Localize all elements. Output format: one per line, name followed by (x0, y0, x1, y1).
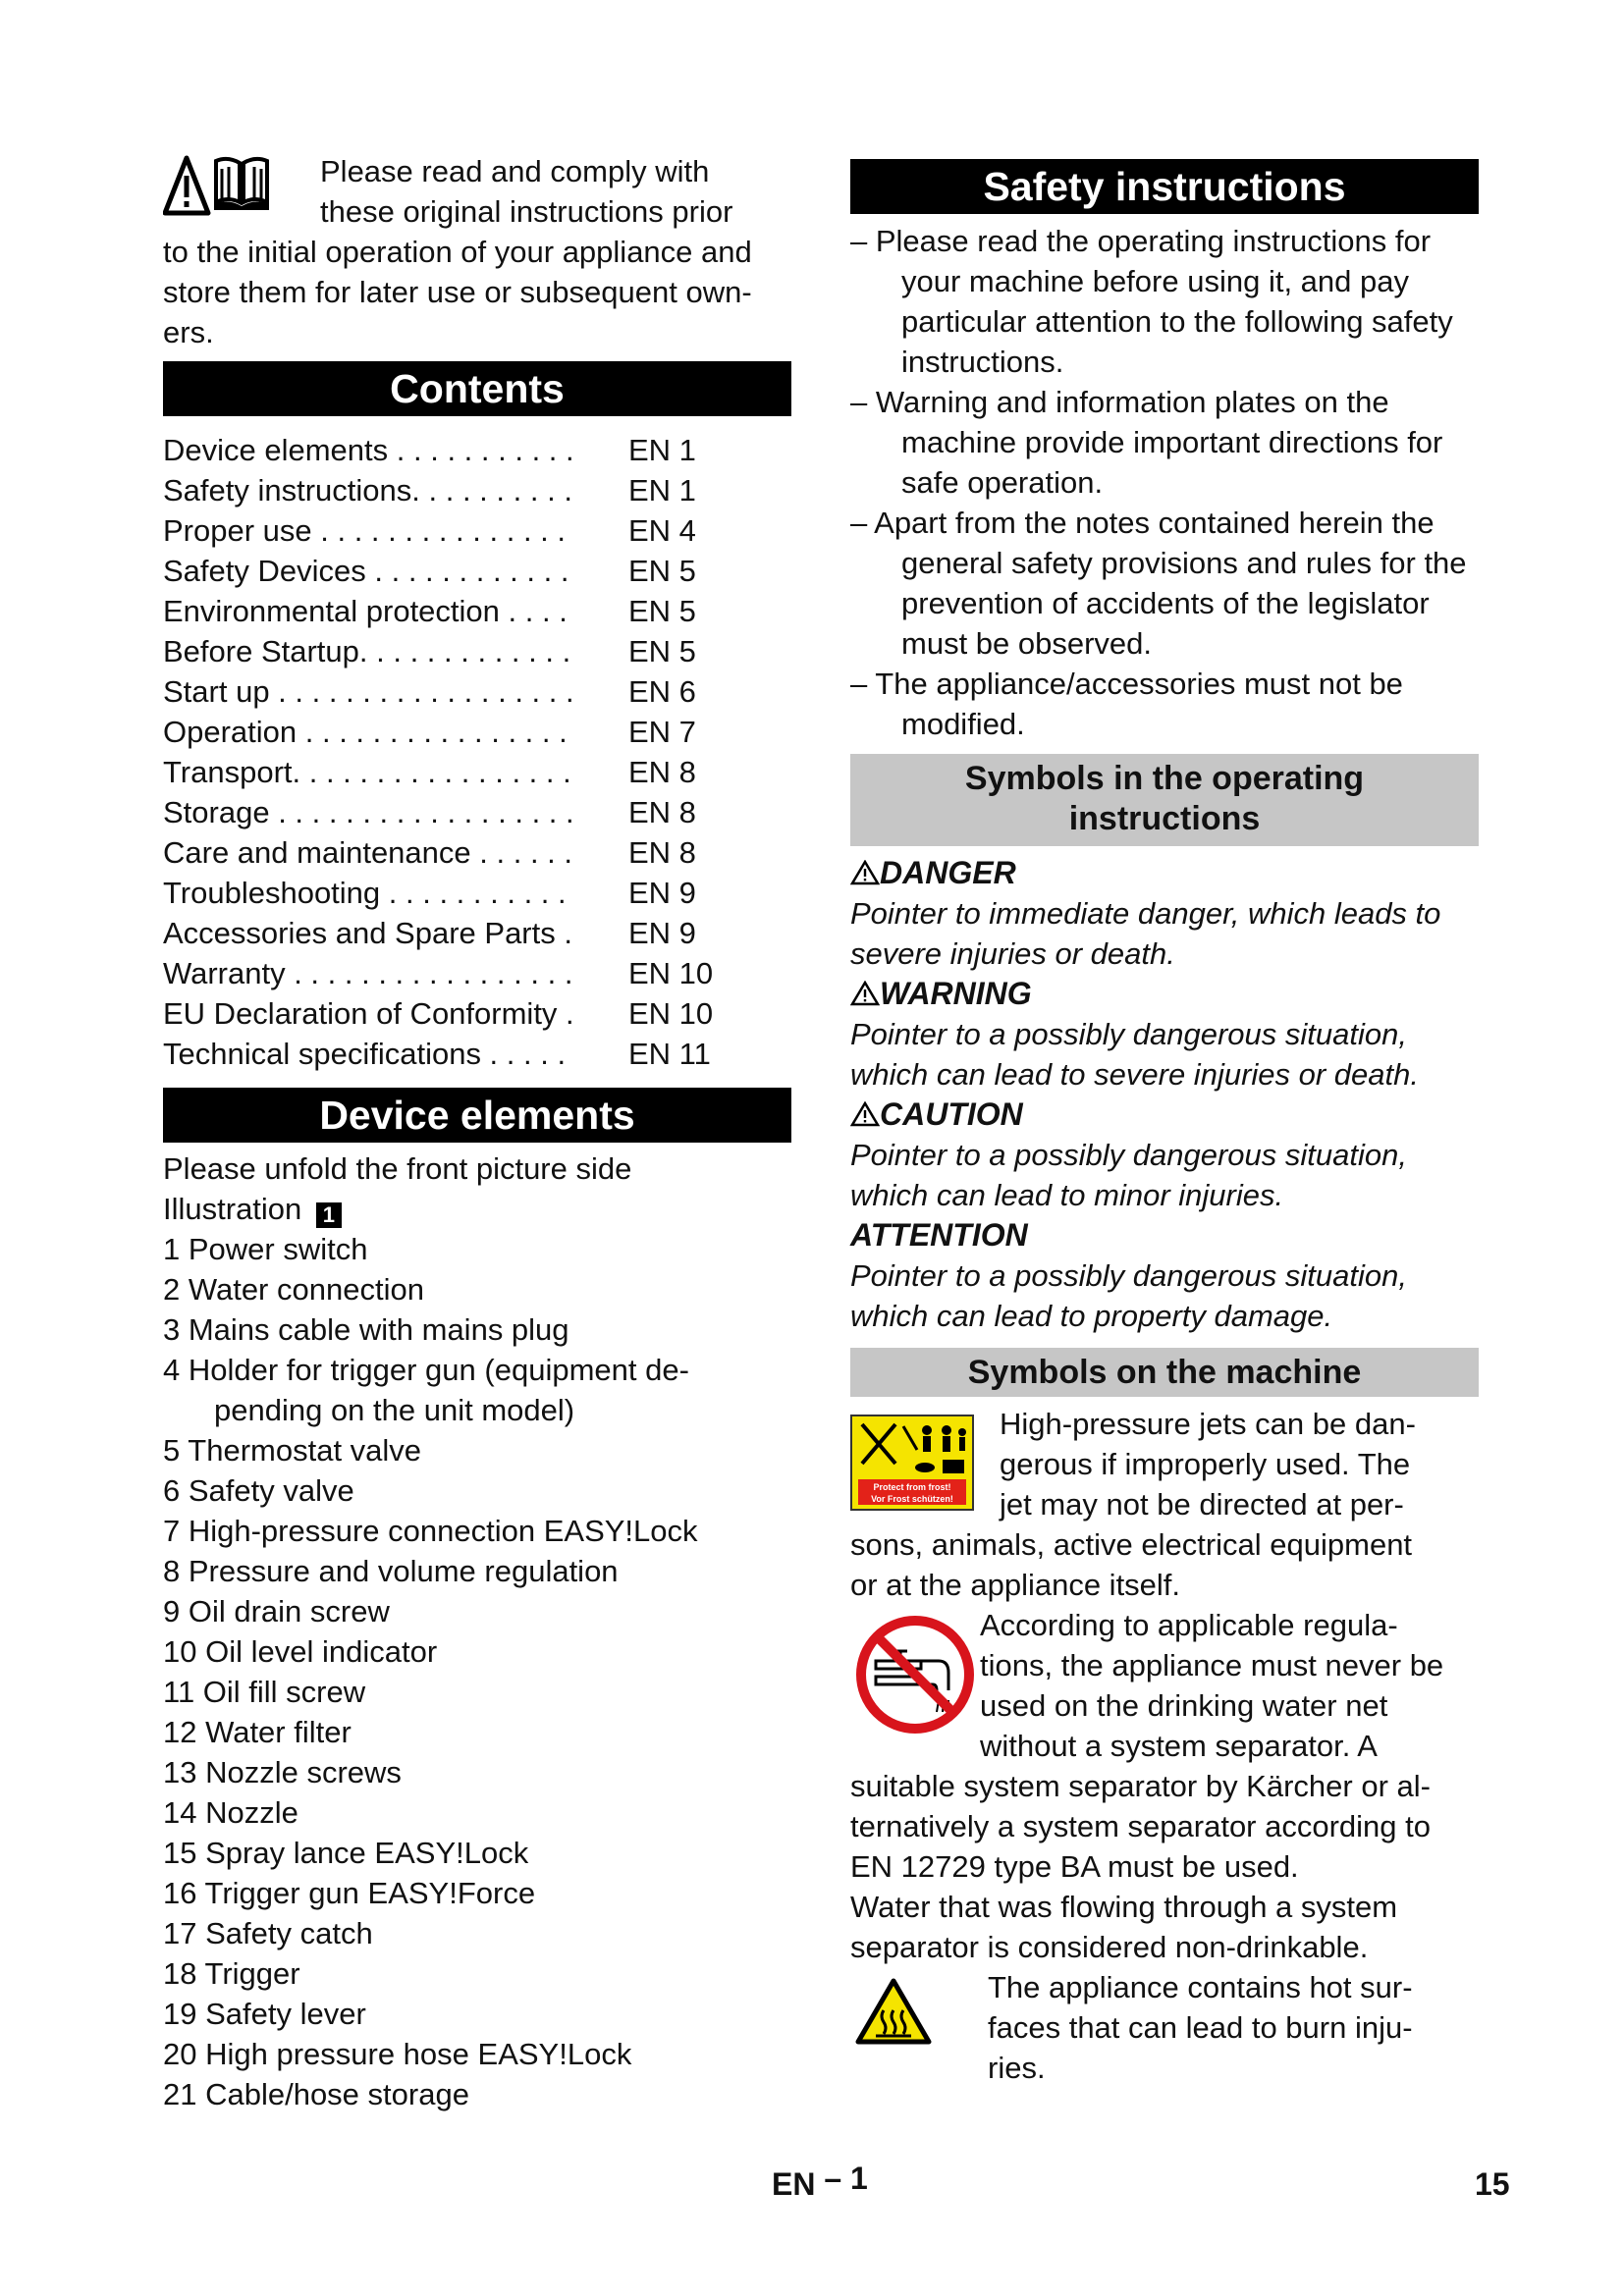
toc-entry (163, 631, 791, 671)
toc-entry-page: EN 9 (628, 876, 696, 910)
device-element-item: 3 Mains cable with mains plug (163, 1312, 569, 1347)
intro-line-4: store them for later use or subsequent own- (163, 275, 752, 309)
toc-entry (163, 671, 791, 712)
attention-text: Pointer to a possibly dangerous situation, which can lead to property damage. (850, 1258, 1407, 1333)
device-element-item: 14 Nozzle (163, 1795, 298, 1830)
toc-entry (163, 712, 791, 752)
warning-label (850, 974, 1479, 1014)
device-element-item: 8 Pressure and volume regulation (163, 1554, 619, 1588)
device-element-item: 11 Oil fill screw (163, 1675, 366, 1709)
jet-text-1: High-pressure jets can be dan- (1000, 1407, 1416, 1441)
toc-entry (163, 953, 791, 993)
warning-text: Pointer to a possibly dangerous situation, which can lead to severe injuries or death. (850, 1017, 1419, 1092)
safety-instruction-item: – Please read the operating instructions for your machine before using it, and pay particular attention to the following safety instructions. (850, 224, 1453, 379)
device-element-item: 5 Thermostat valve (163, 1433, 422, 1468)
toc-entry-title: Accessories and Spare Parts . (163, 916, 572, 950)
device-element-item: 10 Oil level indicator (163, 1634, 438, 1669)
toc-entry (163, 510, 791, 551)
toc-entry-title: Warranty . . . . . . . . . . . . . . . . . (163, 956, 573, 990)
device-element-item: 18 Trigger (163, 1956, 300, 1991)
toc-entry-page: EN 10 (628, 996, 714, 1031)
device-element-item: 4 Holder for trigger gun (equipment de-pending on the unit model) (163, 1353, 689, 1427)
jet-text-3: jet may not be directed at per- (1000, 1487, 1404, 1522)
danger-warning-icon (850, 860, 880, 885)
caution-label-text: CAUTION (880, 1096, 1023, 1132)
caution-text: Pointer to a possibly dangerous situation, which can lead to minor injuries. (850, 1138, 1407, 1212)
water-text-4: without a system separator. A (980, 1729, 1378, 1763)
toc-entry-page: EN 8 (628, 755, 696, 789)
toc-entry-page: EN 10 (628, 956, 714, 990)
book-icon (212, 153, 271, 214)
warning-label-text: WARNING (880, 976, 1032, 1011)
toc-entry-title: Safety Devices . . . . . . . . . . . . (163, 554, 569, 588)
device-elements-list (163, 1229, 791, 2114)
device-element-item: 7 High-pressure connection EASY!Lock (163, 1514, 698, 1548)
hot-surface-warning-icon (854, 1977, 933, 2046)
high-pressure-jet-symbol-icon (850, 1415, 974, 1511)
attention-label: ATTENTION (850, 1217, 1028, 1253)
toc-entry-title: Storage . . . . . . . . . . . . . . . . . . (163, 795, 574, 829)
toc-entry-title: Operation . . . . . . . . . . . . . . . . (163, 715, 568, 749)
device-element-item: 17 Safety catch (163, 1916, 373, 1950)
danger-text: Pointer to immediate danger, which leads to severe injuries or death. (850, 896, 1441, 971)
hot-text-1: The appliance contains hot sur- (988, 1970, 1413, 2004)
device-element-item: 12 Water filter (163, 1715, 352, 1749)
no-drinking-water-connection-icon (854, 1614, 976, 1735)
toc-entry-title: Technical specifications . . . . . (163, 1037, 567, 1071)
intro-line-3: to the initial operation of your appliance and (163, 235, 752, 269)
toc-entry (163, 470, 791, 510)
device-element-item: 1 Power switch (163, 1232, 368, 1266)
toc-entry (163, 591, 791, 631)
device-element-item: 15 Spray lance EASY!Lock (163, 1836, 529, 1870)
toc-entry (163, 913, 791, 953)
intro-line-1: Please read and comply with (320, 154, 710, 188)
water-text-3: used on the drinking water net (980, 1688, 1388, 1723)
jet-symbol-label-line-2: Vor Frost schützen! (871, 1494, 953, 1504)
footer-page-in-chapter: – 1 (824, 2161, 868, 2196)
toc-entry-page: EN 6 (628, 674, 696, 709)
toc-entry-page: EN 5 (628, 554, 696, 588)
intro-line-2: these original instructions prior (320, 194, 733, 229)
toc-entry (163, 430, 791, 470)
signal-words (850, 853, 1479, 1336)
toc-entry (163, 551, 791, 591)
toc-entry-title: Start up . . . . . . . . . . . . . . . . . . (163, 674, 574, 709)
hot-text-3: ries. (988, 2051, 1046, 2085)
contents-heading: Contents (163, 361, 791, 416)
footer-page-number: 15 (1475, 2166, 1510, 2202)
toc-entry-page: EN 8 (628, 835, 696, 870)
toc-entry (163, 993, 791, 1034)
toc-entry-page: EN 1 (628, 433, 696, 467)
safety-instructions-list (850, 221, 1479, 744)
device-element-item: 16 Trigger gun EASY!Force (163, 1876, 536, 1910)
device-element-item: 21 Cable/hose storage (163, 2077, 469, 2111)
device-element-item: 20 High pressure hose EASY!Lock (163, 2037, 632, 2071)
toc-entry-title: Transport. . . . . . . . . . . . . . . . . (163, 755, 571, 789)
water-text-6: ternatively a system separator according to (850, 1809, 1431, 1843)
jet-text-5: or at the appliance itself. (850, 1568, 1181, 1602)
toc-entry (163, 752, 791, 792)
toc-entry-page: EN 4 (628, 513, 696, 548)
water-text-8: Water that was flowing through a system (850, 1890, 1398, 1924)
safety-instruction-item: – Apart from the notes contained herein the general safety provisions and rules for the prevention of accidents of the legislator must be observed. (850, 506, 1467, 661)
symbols-operating-heading-line-2: instructions (1068, 800, 1261, 837)
toc-entry (163, 792, 791, 832)
device-element-item: 9 Oil drain screw (163, 1594, 390, 1629)
water-text-7: EN 12729 type BA must be used. (850, 1849, 1299, 1884)
water-text-9: separator is considered non-drinkable. (850, 1930, 1369, 1964)
warning-warning-icon (850, 981, 880, 1006)
safety-instructions-heading: Safety instructions (850, 159, 1479, 214)
toc-entry-title: Environmental protection . . . . (163, 594, 568, 628)
jet-text-4: sons, animals, active electrical equipment (850, 1527, 1413, 1562)
toc-entry-page: EN 7 (628, 715, 696, 749)
symbols-machine-heading: Symbols on the machine (850, 1348, 1479, 1397)
device-element-item: 6 Safety valve (163, 1473, 354, 1508)
toc-entry-page: EN 11 (628, 1037, 711, 1071)
device-element-item: 19 Safety lever (163, 1997, 366, 2031)
toc-entry-title: EU Declaration of Conformity . (163, 996, 574, 1031)
safety-instruction-item: – Warning and information plates on the machine provide important directions for safe operation. (850, 385, 1443, 500)
water-text-5: suitable system separator by Kärcher or al- (850, 1769, 1431, 1803)
toc-entry-page: EN 8 (628, 795, 696, 829)
toc-entry-title: Care and maintenance . . . . . . (163, 835, 573, 870)
device-elements-heading: Device elements (163, 1088, 791, 1143)
table-of-contents (163, 430, 791, 1074)
caution-label (850, 1095, 1479, 1135)
toc-entry-title: Device elements . . . . . . . . . . . (163, 433, 574, 467)
toc-entry-title: Proper use . . . . . . . . . . . . . . . (163, 513, 567, 548)
danger-label-text: DANGER (880, 855, 1016, 890)
jet-symbol-label-line-1: Protect from frost! (873, 1482, 951, 1492)
danger-label (850, 853, 1479, 893)
footer-page-label (772, 2161, 868, 2203)
toc-entry-page: EN 5 (628, 634, 696, 668)
toc-entry-page: EN 9 (628, 916, 696, 950)
intro-line-5: ers. (163, 315, 214, 349)
symbols-operating-heading-line-1: Symbols in the operating (964, 760, 1365, 797)
water-text-2: tions, the appliance must never be (980, 1648, 1444, 1682)
illustration-number-badge: 1 (316, 1202, 342, 1228)
illustration-reference (163, 1189, 342, 1229)
safety-instruction-item: – The appliance/accessories must not be modified. (850, 667, 1403, 741)
water-text-1: According to applicable regula- (980, 1608, 1398, 1642)
toc-entry (163, 832, 791, 873)
toc-entry-page: EN 5 (628, 594, 696, 628)
device-element-item: 2 Water connection (163, 1272, 424, 1307)
toc-entry (163, 873, 791, 913)
toc-entry-page: EN 1 (628, 473, 696, 507)
toc-entry (163, 1034, 791, 1074)
illustration-label: Illustration (163, 1192, 302, 1226)
symbols-operating-heading (850, 754, 1479, 846)
device-element-item: 13 Nozzle screws (163, 1755, 402, 1789)
toc-entry-title: Safety instructions. . . . . . . . . . (163, 473, 572, 507)
footer-language: EN (772, 2166, 816, 2202)
device-elements-intro: Please unfold the front picture side (163, 1151, 632, 1186)
caution-warning-icon (850, 1101, 880, 1127)
hot-text-2: faces that can lead to burn inju- (988, 2010, 1413, 2045)
jet-text-2: gerous if improperly used. The (1000, 1447, 1411, 1481)
toc-entry-title: Troubleshooting . . . . . . . . . . . (163, 876, 567, 910)
toc-entry-title: Before Startup. . . . . . . . . . . . . (163, 634, 571, 668)
